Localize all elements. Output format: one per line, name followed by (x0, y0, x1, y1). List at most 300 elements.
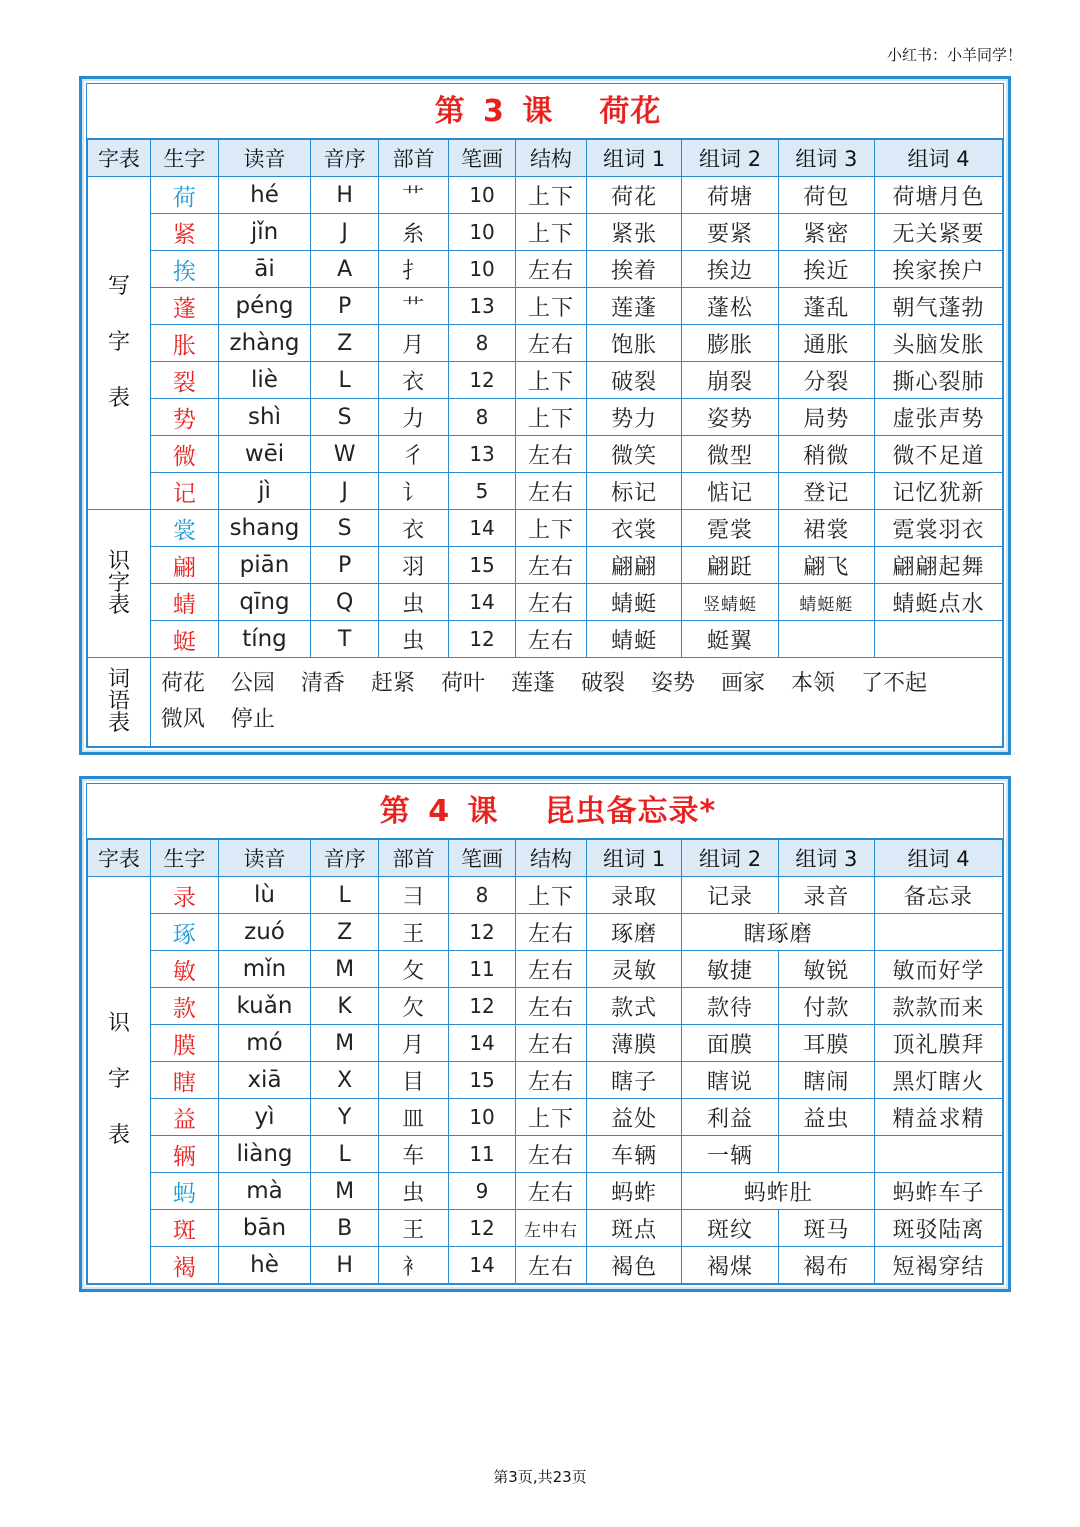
lesson-4-recognize-pinyin: mǐn (218, 951, 310, 988)
lesson-3-recognize-structure: 左右 (516, 621, 587, 658)
lesson-3-recognize-word-4: 霓裳羽衣 (875, 510, 1003, 547)
lesson-3-recognize-word-1: 蜻蜓 (587, 584, 682, 621)
lesson-4-recognize-initial: H (311, 1247, 379, 1284)
lesson-3-write-strokes: 12 (449, 362, 516, 399)
write-table-label (88, 177, 151, 510)
lesson-4-recognize-word-1: 褐色 (587, 1247, 682, 1284)
lesson-4-recognize-structure: 左右 (516, 1247, 587, 1284)
lesson-4-header-cell: 组词 3 (778, 840, 874, 877)
lesson-4-recognize-row (88, 1210, 1003, 1247)
lesson-4-header-cell: 部首 (379, 840, 449, 877)
lesson-3-write-character: 记 (150, 473, 218, 510)
lesson-3-write-word-3: 荷包 (778, 177, 874, 214)
lesson-3-write-strokes: 8 (449, 325, 516, 362)
lesson-3-write-character: 挨 (150, 251, 218, 288)
lesson-3-write-word-1: 荷花 (587, 177, 682, 214)
lesson-3-recognize-initial: T (311, 621, 379, 658)
lesson-3-write-word-1: 破裂 (587, 362, 682, 399)
lesson-4-recognize-radical: 月 (379, 1025, 449, 1062)
recognize-table-label-char: 字 (107, 570, 130, 596)
lesson-3-write-pinyin: jì (218, 473, 310, 510)
vocab-row (88, 658, 1003, 747)
lesson-4-recognize-word-4: 短褐穿结 (875, 1247, 1003, 1284)
lesson-4-recognize-character: 斑 (150, 1210, 218, 1247)
lesson-4-recognize-word-3: 付款 (778, 988, 874, 1025)
lesson-3-recognize-pinyin: tíng (218, 621, 310, 658)
lesson-4-recognize-row (88, 951, 1003, 988)
vocab-table-label-char: 表 (107, 711, 130, 736)
lesson-3-write-row (88, 473, 1003, 510)
lesson-4-recognize-initial: L (311, 877, 379, 914)
lesson-3-name: 荷花 (599, 94, 662, 129)
lesson-3-write-word-3: 通胀 (778, 325, 874, 362)
lesson-4-recognize-word-4: 斑驳陆离 (875, 1210, 1003, 1247)
vocab-word: 赶紧 (370, 671, 415, 696)
lesson-3-write-word-3: 登记 (778, 473, 874, 510)
lesson-3-write-word-2: 荷塘 (682, 177, 778, 214)
lesson-4-recognize-word-2: 敏捷 (682, 951, 778, 988)
lesson-3-write-radical: 艹 (379, 288, 449, 325)
lesson-3-recognize-word-3: 裙裳 (778, 510, 874, 547)
lesson-3-write-structure: 左右 (516, 251, 587, 288)
lesson-3-write-word-3: 挨近 (778, 251, 874, 288)
lesson-3-write-word-1: 莲蓬 (587, 288, 682, 325)
lesson-3-write-word-4: 撕心裂肺 (875, 362, 1003, 399)
lesson-3-write-structure: 上下 (516, 177, 587, 214)
lesson-3-recognize-word-3: 翩飞 (778, 547, 874, 584)
lesson-4-recognize-pinyin: mó (218, 1025, 310, 1062)
lesson-4-header-cell: 组词 1 (587, 840, 682, 877)
lesson-3-write-word-2: 膨胀 (682, 325, 778, 362)
lesson-4-recognize-character: 益 (150, 1099, 218, 1136)
lesson-4-recognize-radical: 彐 (379, 877, 449, 914)
lesson-3-recognize-character: 翩 (150, 547, 218, 584)
lesson-4-recognize-structure: 上下 (516, 877, 587, 914)
lesson-4-recognize-radical: 衤 (379, 1247, 449, 1284)
lesson-4-recognize-strokes: 15 (449, 1062, 516, 1099)
lesson-3-write-initial: S (311, 399, 379, 436)
lesson-4-recognize-character: 瞎 (150, 1062, 218, 1099)
lesson-3-recognize-pinyin: shang (218, 510, 310, 547)
lesson-4-recognize-strokes: 12 (449, 914, 516, 951)
lesson-4-recognize-structure: 左右 (516, 914, 587, 951)
lesson-4-recognize-pinyin: hè (218, 1247, 310, 1284)
vocab-table-label (88, 658, 151, 747)
lesson-3-write-word-4: 头脑发胀 (875, 325, 1003, 362)
lesson-3-recognize-row (88, 510, 1003, 547)
lesson-4-recognize-radical: 王 (379, 1210, 449, 1247)
lesson-4-recognize-word-4: 精益求精 (875, 1099, 1003, 1136)
lesson-3-write-character: 势 (150, 399, 218, 436)
lesson-3-write-word-4: 荷塘月色 (875, 177, 1003, 214)
lesson-3-write-word-3: 局势 (778, 399, 874, 436)
lesson-4-recognize-initial: B (311, 1210, 379, 1247)
lesson-3-recognize-strokes: 14 (449, 510, 516, 547)
lesson-3-write-character: 荷 (150, 177, 218, 214)
lesson-3-write-pinyin: liè (218, 362, 310, 399)
lesson-3-recognize-radical: 虫 (379, 584, 449, 621)
lesson-3-recognize-row (88, 547, 1003, 584)
lesson-4-header-cell: 组词 4 (875, 840, 1003, 877)
lesson-4-title (87, 784, 1003, 839)
lesson-4-recognize-word-1: 车辆 (587, 1136, 682, 1173)
vocab-table-label-char: 词 (107, 667, 130, 692)
lesson-4-recognize-word-1: 蚂蚱 (587, 1173, 682, 1210)
lesson-4-recognize-character: 辆 (150, 1136, 218, 1173)
lesson-3-recognize-word-2: 翩跹 (682, 547, 778, 584)
lesson-4-header-cell: 生字 (150, 840, 218, 877)
lesson-3-write-word-2: 微型 (682, 436, 778, 473)
vocab-word: 荷花 (160, 671, 205, 696)
page-footer: 第3页,共23页 (493, 1468, 587, 1486)
lesson-4-recognize-word-3 (778, 1136, 874, 1173)
lesson-3-write-row (88, 177, 1003, 214)
lesson-4-recognize-row (88, 1062, 1003, 1099)
lesson-4-recognize-radical: 王 (379, 914, 449, 951)
recognize-table-label (88, 510, 151, 658)
lesson-3-write-character: 胀 (150, 325, 218, 362)
lesson-4-recognize-radical: 目 (379, 1062, 449, 1099)
lesson-4-recognize-pinyin: bān (218, 1210, 310, 1247)
lesson-4-recognize-word-3: 褐布 (778, 1247, 874, 1284)
lesson-4-recognize-strokes: 11 (449, 951, 516, 988)
lesson-3-recognize-strokes: 14 (449, 584, 516, 621)
lesson-4-recognize-word-1: 斑点 (587, 1210, 682, 1247)
lesson-4-recognize-structure: 左右 (516, 1025, 587, 1062)
lesson-4-recognize-word-1: 灵敏 (587, 951, 682, 988)
lesson-4-recognize-pinyin: xiā (218, 1062, 310, 1099)
lesson-3-write-row (88, 288, 1003, 325)
vocab-word: 破裂 (580, 671, 625, 696)
lesson-4-recognize-word-4: 黑灯瞎火 (875, 1062, 1003, 1099)
lesson-4-recognize-initial: M (311, 1173, 379, 1210)
lesson-3-write-character: 蓬 (150, 288, 218, 325)
lesson-4-recognize-word-3: 录音 (778, 877, 874, 914)
lesson-3-write-strokes: 10 (449, 214, 516, 251)
lesson-4-recognize-pinyin: yì (218, 1099, 310, 1136)
lesson-3-header-cell: 组词 3 (778, 140, 874, 177)
lesson-4-recognize-word-4: 款款而来 (875, 988, 1003, 1025)
lesson-4-recognize-word-3: 敏锐 (778, 951, 874, 988)
lesson-4-recognize-word-2: 款待 (682, 988, 778, 1025)
lesson-3-recognize-word-3 (778, 621, 874, 658)
lesson-3-write-radical: 扌 (379, 251, 449, 288)
lesson-4-recognize-label-char: 识 (107, 1011, 130, 1036)
lesson-3-write-word-2: 崩裂 (682, 362, 778, 399)
lesson-3-write-radical: 糸 (379, 214, 449, 251)
lesson-3-recognize-word-2: 霓裳 (682, 510, 778, 547)
lesson-3-write-strokes: 13 (449, 436, 516, 473)
lesson-3-write-pinyin: āi (218, 251, 310, 288)
lesson-3-recognize-pinyin: piān (218, 547, 310, 584)
lesson-4-header-cell: 音序 (311, 840, 379, 877)
lesson-4-recognize-label-char: 字 (107, 1067, 130, 1092)
lesson-3-recognize-structure: 左右 (516, 584, 587, 621)
lesson-3-write-word-4: 虚张声势 (875, 399, 1003, 436)
lesson-3-write-strokes: 13 (449, 288, 516, 325)
lesson-4-recognize-initial: X (311, 1062, 379, 1099)
lesson-4-recognize-character: 录 (150, 877, 218, 914)
lesson-3-write-structure: 上下 (516, 362, 587, 399)
lesson-4-recognize-character: 膜 (150, 1025, 218, 1062)
lesson-3-recognize-word-4: 蜻蜓点水 (875, 584, 1003, 621)
lesson-3-write-character: 裂 (150, 362, 218, 399)
lesson-4-recognize-word-1: 益处 (587, 1099, 682, 1136)
lesson-4-recognize-character: 琢 (150, 914, 218, 951)
lesson-4-recognize-structure: 上下 (516, 1099, 587, 1136)
lesson-3-write-initial: H (311, 177, 379, 214)
vocab-word: 清香 (300, 671, 345, 696)
lesson-3-write-word-1: 饱胀 (587, 325, 682, 362)
lesson-4-recognize-row (88, 988, 1003, 1025)
lesson-4-recognize-structure: 左右 (516, 1062, 587, 1099)
lesson-4-recognize-word-4 (875, 1136, 1003, 1173)
lesson-4-recognize-word-1: 琢磨 (587, 914, 682, 951)
lesson-4-recognize-strokes: 11 (449, 1136, 516, 1173)
lesson-3-write-word-4: 朝气蓬勃 (875, 288, 1003, 325)
lesson-3-write-word-4: 无关紧要 (875, 214, 1003, 251)
lesson-4-recognize-word-1: 瞎子 (587, 1062, 682, 1099)
write-table-label-char: 写 (107, 274, 130, 299)
lesson-3-write-word-4: 记忆犹新 (875, 473, 1003, 510)
lesson-3-write-radical: 艹 (379, 177, 449, 214)
lesson-4-recognize-word-1: 录取 (587, 877, 682, 914)
lesson-3-write-structure: 左右 (516, 473, 587, 510)
lesson-4-header-row (88, 840, 1003, 877)
lesson-3-write-word-2: 蓬松 (682, 288, 778, 325)
lesson-4-recognize-strokes: 14 (449, 1025, 516, 1062)
lesson-3-number: 第 3 课 (434, 94, 554, 129)
lesson-4-recognize-character: 敏 (150, 951, 218, 988)
lesson-4-recognize-character: 褐 (150, 1247, 218, 1284)
lesson-4-recognize-word-1: 款式 (587, 988, 682, 1025)
lesson-4-header-cell: 笔画 (449, 840, 516, 877)
lesson-4-number: 第 4 课 (379, 794, 499, 829)
lesson-4-name: 昆虫备忘录* (544, 794, 717, 829)
vocab-word: 姿势 (651, 671, 696, 696)
lesson-3-write-character: 微 (150, 436, 218, 473)
lesson-4-recognize-initial: Z (311, 914, 379, 951)
lesson-4-recognize-initial: M (311, 1025, 379, 1062)
lesson-3-write-row (88, 251, 1003, 288)
lesson-3-write-initial: J (311, 473, 379, 510)
write-table-label-char: 表 (107, 386, 130, 411)
lesson-3-recognize-pinyin: qīng (218, 584, 310, 621)
lesson-3-card (79, 76, 1011, 755)
lesson-4-recognize-word-2: 记录 (682, 877, 778, 914)
lesson-3-write-radical: 力 (379, 399, 449, 436)
lesson-3-write-strokes: 10 (449, 251, 516, 288)
vocab-word: 本领 (791, 671, 836, 696)
lesson-4-card (79, 776, 1011, 1292)
vocab-list (150, 658, 1002, 747)
lesson-3-write-pinyin: zhàng (218, 325, 310, 362)
lesson-3-write-word-1: 势力 (587, 399, 682, 436)
lesson-4-recognize-radical: 攵 (379, 951, 449, 988)
lesson-4-recognize-structure: 左右 (516, 1173, 587, 1210)
lesson-3-recognize-radical: 羽 (379, 547, 449, 584)
lesson-3-header-cell: 组词 4 (875, 140, 1003, 177)
lesson-3-recognize-word-2: 竖蜻蜓 (682, 584, 778, 621)
lesson-3-recognize-word-4: 翩翩起舞 (875, 547, 1003, 584)
lesson-3-write-row (88, 214, 1003, 251)
lesson-3-write-pinyin: hé (218, 177, 310, 214)
lesson-4-header-cell: 组词 2 (682, 840, 778, 877)
lesson-3-recognize-structure: 上下 (516, 510, 587, 547)
lesson-4-recognize-strokes: 9 (449, 1173, 516, 1210)
vocab-word: 停止 (230, 707, 275, 732)
lesson-4-recognize-label-char: 表 (107, 1123, 130, 1148)
lesson-3-write-initial: L (311, 362, 379, 399)
vocab-word: 荷叶 (440, 671, 485, 696)
lesson-4-recognize-structure: 左右 (516, 951, 587, 988)
lesson-3-write-radical: 讠 (379, 473, 449, 510)
lesson-4-recognize-radical: 车 (379, 1136, 449, 1173)
lesson-3-recognize-strokes: 15 (449, 547, 516, 584)
lesson-4-recognize-radical: 虫 (379, 1173, 449, 1210)
lesson-3-write-strokes: 8 (449, 399, 516, 436)
lesson-4-header-cell: 结构 (516, 840, 587, 877)
lesson-4-recognize-word-2: 瞎琢磨 (682, 914, 875, 951)
lesson-4-recognize-initial: K (311, 988, 379, 1025)
lesson-3-write-word-2: 惦记 (682, 473, 778, 510)
lesson-3-header-cell: 音序 (311, 140, 379, 177)
lesson-3-recognize-word-1: 蜻蜓 (587, 621, 682, 658)
lesson-3-write-row (88, 362, 1003, 399)
lesson-3-write-word-2: 挨边 (682, 251, 778, 288)
lesson-3-recognize-character: 蜻 (150, 584, 218, 621)
lesson-4-recognize-pinyin: mà (218, 1173, 310, 1210)
lesson-4-recognize-row (88, 1025, 1003, 1062)
lesson-3-recognize-row (88, 621, 1003, 658)
lesson-4-recognize-initial: M (311, 951, 379, 988)
lesson-3-recognize-initial: Q (311, 584, 379, 621)
lesson-4-recognize-row (88, 877, 1003, 914)
lesson-4-recognize-structure: 左右 (516, 1136, 587, 1173)
lesson-4-header-cell: 读音 (218, 840, 310, 877)
lesson-3-write-pinyin: péng (218, 288, 310, 325)
lesson-3-write-word-2: 要紧 (682, 214, 778, 251)
lesson-4-recognize-word-2: 一辆 (682, 1136, 778, 1173)
watermark-text: 小红书：小羊同学！ (886, 46, 1022, 64)
lesson-3-recognize-word-3: 蜻蜓艇 (778, 584, 874, 621)
lesson-3-write-word-4: 挨家挨户 (875, 251, 1003, 288)
lesson-3-write-initial: J (311, 214, 379, 251)
lesson-3-write-word-2: 姿势 (682, 399, 778, 436)
lesson-3-recognize-character: 裳 (150, 510, 218, 547)
lesson-3-write-word-3: 紧密 (778, 214, 874, 251)
lesson-3-write-structure: 左右 (516, 436, 587, 473)
lesson-4-recognize-word-3: 斑马 (778, 1210, 874, 1247)
vocab-table-label-char: 语 (107, 689, 130, 714)
lesson-4-recognize-character: 款 (150, 988, 218, 1025)
lesson-3-write-word-3: 稍微 (778, 436, 874, 473)
lesson-4-recognize-pinyin: kuǎn (218, 988, 310, 1025)
lesson-4-recognize-word-2: 蚂蚱肚 (682, 1173, 875, 1210)
lesson-3-write-radical: 衣 (379, 362, 449, 399)
lesson-4-recognize-radical: 欠 (379, 988, 449, 1025)
vocab-word: 了不起 (861, 671, 928, 696)
lesson-3-write-row (88, 436, 1003, 473)
lesson-3-write-row (88, 399, 1003, 436)
lesson-3-recognize-row (88, 584, 1003, 621)
lesson-4-recognize-word-2: 褐煤 (682, 1247, 778, 1284)
lesson-4-recognize-strokes: 8 (449, 877, 516, 914)
lesson-3-write-word-1: 挨着 (587, 251, 682, 288)
lesson-4-recognize-word-2: 斑纹 (682, 1210, 778, 1247)
lesson-4-recognize-word-2: 利益 (682, 1099, 778, 1136)
lesson-3-recognize-word-1: 翩翩 (587, 547, 682, 584)
lesson-3-header-row (88, 140, 1003, 177)
lesson-4-recognize-row (88, 1173, 1003, 1210)
lesson-3-write-initial: Z (311, 325, 379, 362)
lesson-4-recognize-structure: 左中右 (516, 1210, 587, 1247)
lesson-4-recognize-strokes: 14 (449, 1247, 516, 1284)
lesson-3-recognize-radical: 衣 (379, 510, 449, 547)
lesson-3-write-word-3: 分裂 (778, 362, 874, 399)
lesson-4-recognize-word-2: 瞎说 (682, 1062, 778, 1099)
lesson-3-header-cell: 笔画 (449, 140, 516, 177)
vocab-word: 画家 (721, 671, 766, 696)
lesson-3-write-row (88, 325, 1003, 362)
lesson-3-recognize-strokes: 12 (449, 621, 516, 658)
lesson-4-recognize-strokes: 12 (449, 1210, 516, 1247)
lesson-4-recognize-radical: 皿 (379, 1099, 449, 1136)
lesson-3-write-pinyin: jǐn (218, 214, 310, 251)
lesson-4-recognize-label (88, 877, 151, 1284)
lesson-3-write-pinyin: shì (218, 399, 310, 436)
lesson-3-write-initial: W (311, 436, 379, 473)
lesson-4-recognize-strokes: 10 (449, 1099, 516, 1136)
lesson-3-write-strokes: 10 (449, 177, 516, 214)
lesson-3-recognize-radical: 虫 (379, 621, 449, 658)
lesson-4-recognize-character: 蚂 (150, 1173, 218, 1210)
lesson-3-write-word-1: 标记 (587, 473, 682, 510)
lesson-3-write-radical: 月 (379, 325, 449, 362)
lesson-3-write-initial: P (311, 288, 379, 325)
lesson-3-write-pinyin: wēi (218, 436, 310, 473)
lesson-3-write-word-4: 微不足道 (875, 436, 1003, 473)
lesson-3-recognize-word-1: 衣裳 (587, 510, 682, 547)
lesson-3-write-structure: 左右 (516, 325, 587, 362)
lesson-3-write-radical: 彳 (379, 436, 449, 473)
write-table-label-char: 字 (107, 330, 130, 355)
recognize-table-label-char: 表 (107, 592, 130, 618)
lesson-4-recognize-word-4: 顶礼膜拜 (875, 1025, 1003, 1062)
lesson-4-recognize-word-4 (875, 914, 1003, 951)
lesson-3-write-word-1: 微笑 (587, 436, 682, 473)
vocab-word: 公园 (230, 671, 275, 696)
vocab-word: 微风 (160, 707, 205, 732)
lesson-3-table (87, 139, 1003, 747)
lesson-4-recognize-word-4: 蚂蚱车子 (875, 1173, 1003, 1210)
lesson-4-recognize-pinyin: liàng (218, 1136, 310, 1173)
vocab-word: 莲蓬 (510, 671, 555, 696)
lesson-3-header-cell: 生字 (150, 140, 218, 177)
lesson-3-header-cell: 组词 1 (587, 140, 682, 177)
lesson-4-recognize-row (88, 914, 1003, 951)
lesson-4-recognize-word-4: 备忘录 (875, 877, 1003, 914)
lesson-3-header-cell: 部首 (379, 140, 449, 177)
lesson-4-recognize-pinyin: zuó (218, 914, 310, 951)
lesson-3-write-character: 紧 (150, 214, 218, 251)
lesson-3-write-strokes: 5 (449, 473, 516, 510)
lesson-4-recognize-initial: Y (311, 1099, 379, 1136)
lesson-4-recognize-word-3: 耳膜 (778, 1025, 874, 1062)
lesson-4-recognize-word-4: 敏而好学 (875, 951, 1003, 988)
lesson-4-recognize-word-2: 面膜 (682, 1025, 778, 1062)
lesson-4-recognize-word-3: 瞎闹 (778, 1062, 874, 1099)
